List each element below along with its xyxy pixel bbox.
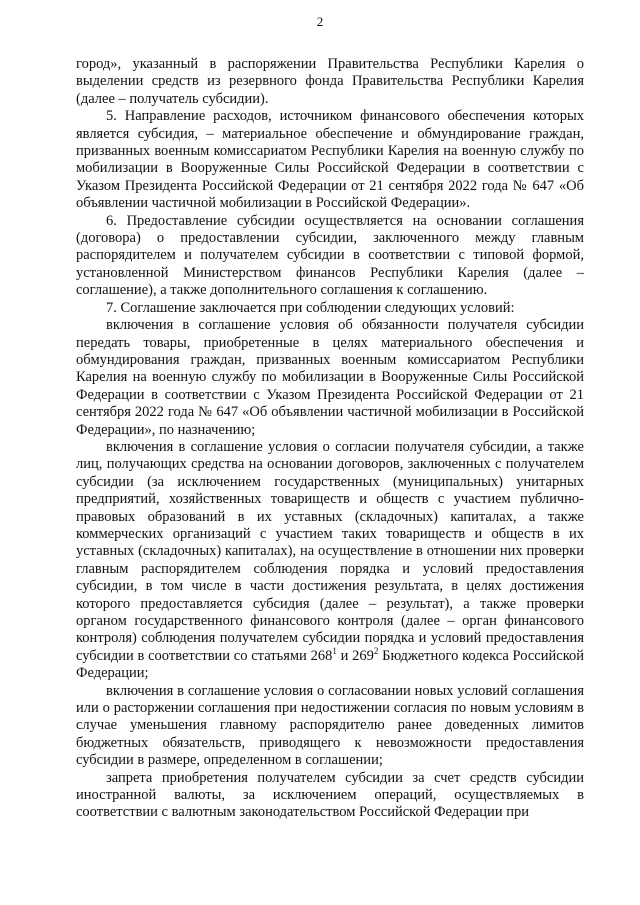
paragraph-item-6: 6. Предоставление субсидии осуществляется на основании соглашения (договора) о предоставлении субсидии, заключенного между главным распорядителем и получателем субсидии в соответствии с типовой формой, установленной Министерством финансов Республики Карелия (далее – соглашение), а также дополнительного соглашения к соглашению. — [76, 212, 584, 299]
condition-inspection-text-end: Бюджетного кодекса Российской Федерации; — [76, 647, 585, 682]
paragraph-condition-new-terms: включения в соглашение условия о согласовании новых условий соглашения или о расторжении соглашения при недостижении согласия по новым условиям в случае уменьшения главному распорядителю ранее доведенных лимитов бюджетных обязательств, приводящего к невозможности предоставления субсидии в размере, определенном в соглашении; — [76, 682, 584, 769]
page-number: 2 — [316, 14, 324, 29]
condition-inspection-text: включения в соглашение условия о согласии получателя субсидии, а также лиц, получающих средства на основании договоров, заключенных с получателем субсидии (за исключением государственных (муниципальных) унитарных предприятий, хозяйственных товариществ и обществ с участием публично-правовых образований в их уставных (складочных) капиталах, а также коммерческих организаций с участием таких товариществ и обществ в их уставных (складочных) капиталах), на осуществление в отношении них проверки главным распорядителем соблюдения порядка и условий предоставления субсидии, в том числе в части достижения результата, в целях достижения которого предоставляется субсидия (далее – результат), а также проверки органом государственного финансового контроля (далее – орган финансового контроля) соблюдения получателем субсидии порядка и условий предоставления субсидии в соответствии со статьями 268 — [76, 438, 584, 664]
article-268-superscript: 1 — [332, 645, 337, 656]
paragraph-condition-currency-ban: запрета приобретения получателем субсидии за счет средств субсидии иностранной валюты, за исключением операций, осуществляемых в соответствии с валютным законодательством Российской Федерации при — [76, 769, 584, 821]
paragraph-recipient-definition: город», указанный в распоряжении Правительства Республики Карелия о выделении средств из резервного фонда Правительства Республики Карелия (далее – получатель субсидии). — [76, 56, 584, 107]
condition-inspection-text-middle: и 269 — [336, 647, 374, 664]
paragraph-condition-inspection-consent — [76, 439, 584, 683]
article-269-superscript: 2 — [373, 645, 379, 656]
paragraph-item-5: 5. Направление расходов, источником финансового обеспечения которых является субсидия, – материальное обеспечение и обмундирование граждан, призванных военным комиссариатом Республики Карелия на военную службу по мобилизации в Вооруженные Силы Российской Федерации в соответствии с Указом Президента Российской Федерации от 21 сентября 2022 года № 647 «Об объявлении частичной мобилизации в Российской Федерации». — [76, 108, 584, 212]
paragraph-condition-transfer-goods: включения в соглашение условия об обязанности получателя субсидии передать товары, приобретенные в целях материального обеспечения и обмундирования граждан, призванных военным комиссариатом Республики Карелия на военную службу по мобилизации в Вооруженные Силы Российской Федерации в соответствии с Указом Президента Российской Федерации от 21 сентября 2022 года № 647 «Об объявлении частичной мобилизации в Российской Федерации», по назначению; — [76, 317, 584, 438]
paragraph-item-7: 7. Соглашение заключается при соблюдении следующих условий: — [106, 299, 515, 316]
document-body — [76, 56, 584, 822]
